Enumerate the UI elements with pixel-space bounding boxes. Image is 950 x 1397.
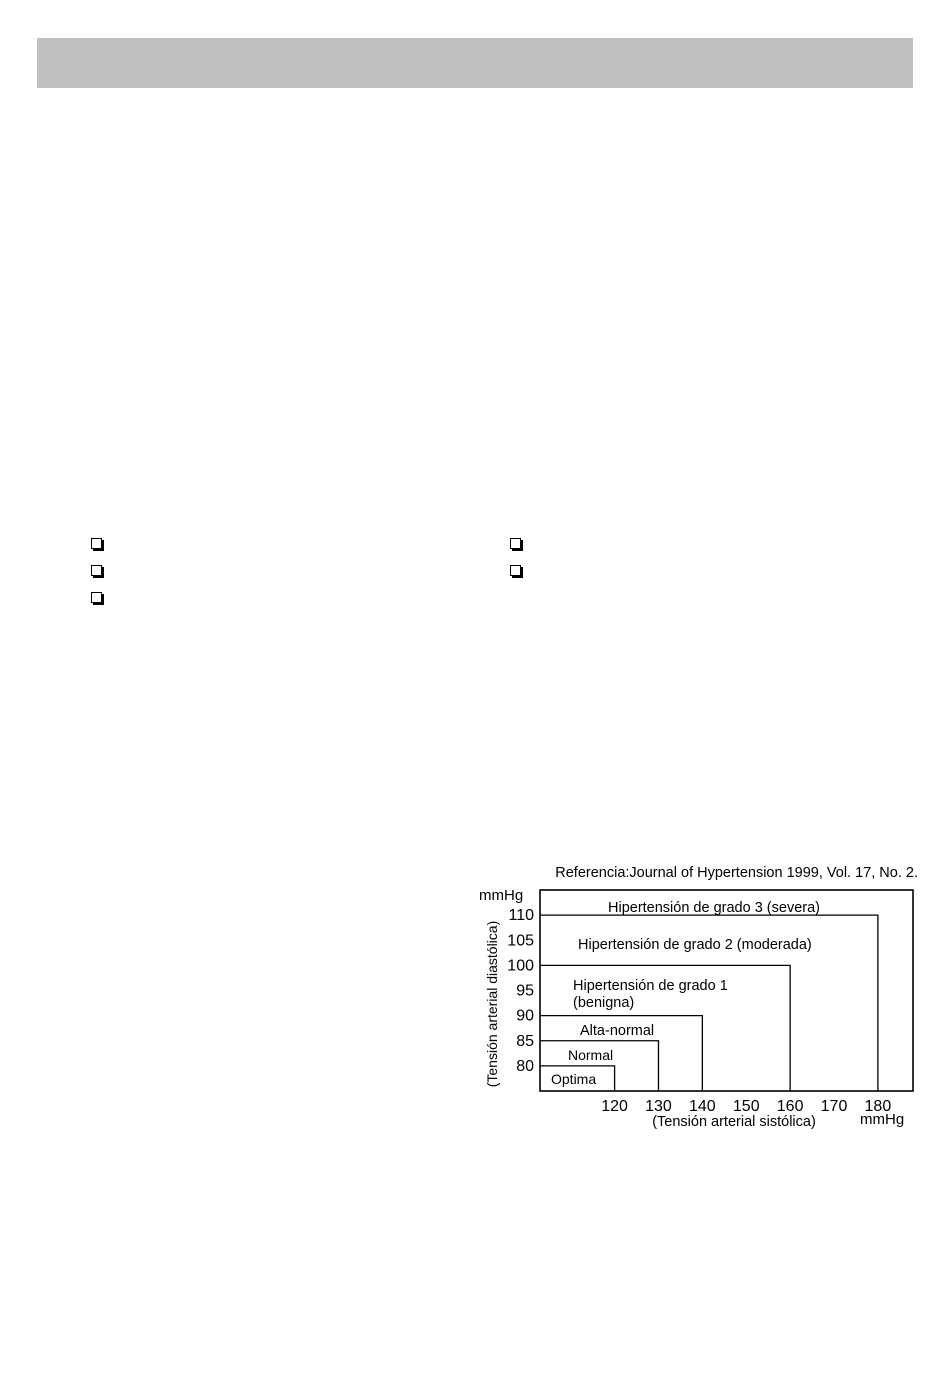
x-tick-label: 130: [645, 1098, 672, 1115]
blood-pressure-chart: [470, 858, 940, 1138]
checkbox-left-3[interactable]: [91, 592, 102, 603]
y-tick-label: 80: [516, 1057, 534, 1075]
x-tick-label: 140: [689, 1098, 716, 1115]
category-label: Optima: [551, 1071, 597, 1087]
x-unit-label: mmHg: [860, 1111, 905, 1128]
y-tick-label: 110: [508, 907, 534, 925]
chart-title: Referencia:Journal of Hypertension 1999, Vol. 17, No. 2.: [555, 865, 918, 881]
y-tick-label: 85: [516, 1032, 534, 1050]
x-tick-label: 180: [864, 1098, 892, 1115]
checkbox-right-2[interactable]: [510, 565, 521, 576]
y-tick-label: 90: [516, 1007, 534, 1025]
category-label: Hipertensión de grado 2 (moderada): [578, 937, 812, 953]
x-tick-label: 170: [820, 1098, 848, 1115]
checkbox-left-2[interactable]: [91, 565, 102, 576]
category-label: (benigna): [573, 995, 635, 1011]
x-tick-label: 150: [732, 1098, 760, 1115]
y-unit-label: mmHg: [479, 887, 524, 904]
checkbox-right-1[interactable]: [510, 538, 521, 549]
y-tick-label: 95: [516, 982, 534, 1000]
checkbox-left-1[interactable]: [91, 538, 102, 549]
y-tick-label: 100: [507, 957, 534, 975]
category-label: Normal: [568, 1047, 614, 1063]
category-label: Hipertensión de grado 3 (severa): [608, 900, 820, 916]
x-axis-label: (Tensión arterial sistólica): [652, 1114, 816, 1130]
category-label: Hipertensión de grado 1: [573, 978, 728, 994]
y-axis-label: (Tensión arterial diastólica): [484, 920, 500, 1088]
x-tick-label: 160: [776, 1098, 804, 1115]
y-tick-label: 105: [507, 932, 534, 950]
category-label: Alta-normal: [580, 1023, 655, 1039]
header-bar: [37, 38, 913, 88]
x-tick-label: 120: [601, 1098, 628, 1115]
